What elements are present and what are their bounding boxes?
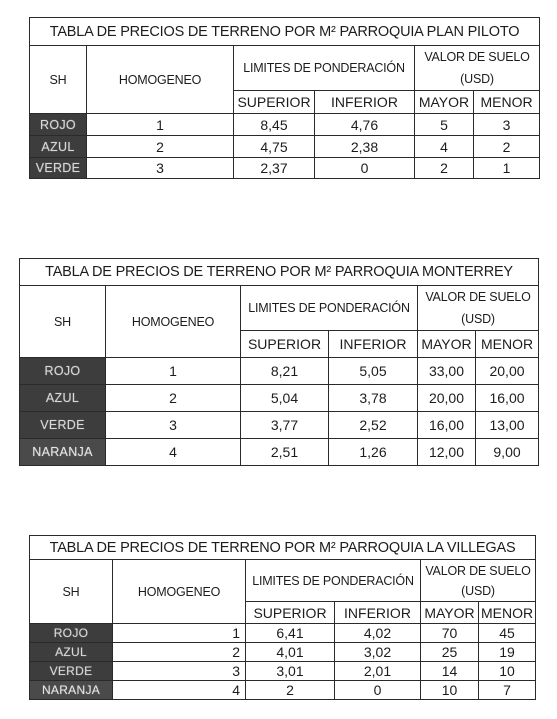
- mayor-cell: 10: [421, 681, 479, 700]
- header-inferior: INFERIOR: [315, 91, 415, 114]
- table-row: [20, 358, 539, 385]
- header-valor: VALOR DE SUELO: [415, 46, 540, 69]
- sh-cell: AZUL: [30, 136, 87, 158]
- menor-cell: 9,00: [476, 439, 539, 466]
- homogeneo-cell: 4: [113, 681, 246, 700]
- header-sh: SH: [30, 560, 113, 624]
- inferior-cell: 2,01: [335, 662, 421, 681]
- mayor-cell: 16,00: [418, 412, 476, 439]
- table-title: TABLA DE PRECIOS DE TERRENO POR M² PARROQUIA LA VILLEGAS: [30, 536, 536, 560]
- table-row: [30, 136, 540, 158]
- header-superior: SUPERIOR: [241, 331, 329, 358]
- menor-cell: 7: [479, 681, 536, 700]
- mayor-cell: 5: [415, 114, 474, 136]
- superior-cell: 4,75: [234, 136, 315, 158]
- superior-cell: 2,37: [234, 158, 315, 179]
- inferior-cell: 4,02: [335, 624, 421, 643]
- table-row: [30, 643, 536, 662]
- menor-cell: 3: [474, 114, 540, 136]
- header-menor: MENOR: [479, 602, 536, 624]
- sh-cell: VERDE: [30, 158, 87, 179]
- table-row: [30, 624, 536, 643]
- mayor-cell: 2: [415, 158, 474, 179]
- header-mayor: MAYOR: [415, 91, 474, 114]
- sh-cell: VERDE: [20, 412, 106, 439]
- homogeneo-cell: 2: [106, 385, 241, 412]
- header-inferior: INFERIOR: [335, 602, 421, 624]
- table-row: [20, 385, 539, 412]
- table-title: TABLA DE PRECIOS DE TERRENO POR M² PARROQUIA MONTERREY: [20, 259, 539, 286]
- inferior-cell: 5,05: [329, 358, 418, 385]
- price-table-monterrey: [19, 258, 539, 466]
- mayor-cell: 14: [421, 662, 479, 681]
- homogeneo-cell: 3: [106, 412, 241, 439]
- superior-cell: 5,04: [241, 385, 329, 412]
- superior-cell: 8,21: [241, 358, 329, 385]
- header-limites: LIMITES DE PONDERACIÓN: [234, 46, 415, 91]
- menor-cell: 1: [474, 158, 540, 179]
- homogeneo-cell: 4: [106, 439, 241, 466]
- table-title: TABLA DE PRECIOS DE TERRENO POR M² PARROQUIA PLAN PILOTO: [30, 18, 540, 46]
- superior-cell: 2,51: [241, 439, 329, 466]
- table-row: [30, 681, 536, 700]
- menor-cell: 19: [479, 643, 536, 662]
- homogeneo-cell: 1: [106, 358, 241, 385]
- sh-cell: ROJO: [30, 624, 113, 643]
- mayor-cell: 70: [421, 624, 479, 643]
- superior-cell: 6,41: [246, 624, 335, 643]
- superior-cell: 2: [246, 681, 335, 700]
- inferior-cell: 0: [315, 158, 415, 179]
- superior-cell: 8,45: [234, 114, 315, 136]
- inferior-cell: 0: [335, 681, 421, 700]
- sh-cell: AZUL: [30, 643, 113, 662]
- inferior-cell: 4,76: [315, 114, 415, 136]
- table-row: [20, 439, 539, 466]
- price-table-plan-piloto: [29, 17, 540, 179]
- sh-cell: ROJO: [30, 114, 87, 136]
- header-limites: LIMITES DE PONDERACIÓN: [241, 286, 418, 331]
- mayor-cell: 20,00: [418, 385, 476, 412]
- sh-cell: VERDE: [30, 662, 113, 681]
- price-table-la-villegas: [29, 535, 536, 700]
- header-sh: SH: [30, 46, 87, 114]
- sh-cell: ROJO: [20, 358, 106, 385]
- header-menor: MENOR: [474, 91, 540, 114]
- header-homogeneo: HOMOGENEO: [106, 286, 241, 358]
- menor-cell: 2: [474, 136, 540, 158]
- header-superior: SUPERIOR: [246, 602, 335, 624]
- menor-cell: 20,00: [476, 358, 539, 385]
- inferior-cell: 2,38: [315, 136, 415, 158]
- mayor-cell: 33,00: [418, 358, 476, 385]
- sh-cell: AZUL: [20, 385, 106, 412]
- header-valor-unit: (USD): [421, 582, 536, 602]
- header-menor: MENOR: [476, 331, 539, 358]
- menor-cell: 10: [479, 662, 536, 681]
- menor-cell: 16,00: [476, 385, 539, 412]
- sh-cell: NARANJA: [20, 439, 106, 466]
- header-inferior: INFERIOR: [329, 331, 418, 358]
- superior-cell: 3,77: [241, 412, 329, 439]
- header-mayor: MAYOR: [418, 331, 476, 358]
- homogeneo-cell: 1: [113, 624, 246, 643]
- homogeneo-cell: 3: [113, 662, 246, 681]
- header-sh: SH: [20, 286, 106, 358]
- table-row: [20, 412, 539, 439]
- homogeneo-cell: 3: [87, 158, 234, 179]
- homogeneo-cell: 2: [113, 643, 246, 662]
- header-valor: VALOR DE SUELO: [421, 560, 536, 582]
- header-valor-unit: (USD): [415, 69, 540, 91]
- header-superior: SUPERIOR: [234, 91, 315, 114]
- table-row: [30, 114, 540, 136]
- header-mayor: MAYOR: [421, 602, 479, 624]
- sh-cell: NARANJA: [30, 681, 113, 700]
- mayor-cell: 25: [421, 643, 479, 662]
- header-limites: LIMITES DE PONDERACIÓN: [246, 560, 421, 602]
- superior-cell: 4,01: [246, 643, 335, 662]
- mayor-cell: 4: [415, 136, 474, 158]
- mayor-cell: 12,00: [418, 439, 476, 466]
- homogeneo-cell: 2: [87, 136, 234, 158]
- superior-cell: 3,01: [246, 662, 335, 681]
- inferior-cell: 1,26: [329, 439, 418, 466]
- header-valor-unit: (USD): [418, 309, 539, 331]
- inferior-cell: 3,02: [335, 643, 421, 662]
- inferior-cell: 2,52: [329, 412, 418, 439]
- header-homogeneo: HOMOGENEO: [87, 46, 234, 114]
- table-row: [30, 662, 536, 681]
- inferior-cell: 3,78: [329, 385, 418, 412]
- header-valor: VALOR DE SUELO: [418, 286, 539, 309]
- header-homogeneo: HOMOGENEO: [113, 560, 246, 624]
- menor-cell: 13,00: [476, 412, 539, 439]
- menor-cell: 45: [479, 624, 536, 643]
- homogeneo-cell: 1: [87, 114, 234, 136]
- table-row: [30, 158, 540, 179]
